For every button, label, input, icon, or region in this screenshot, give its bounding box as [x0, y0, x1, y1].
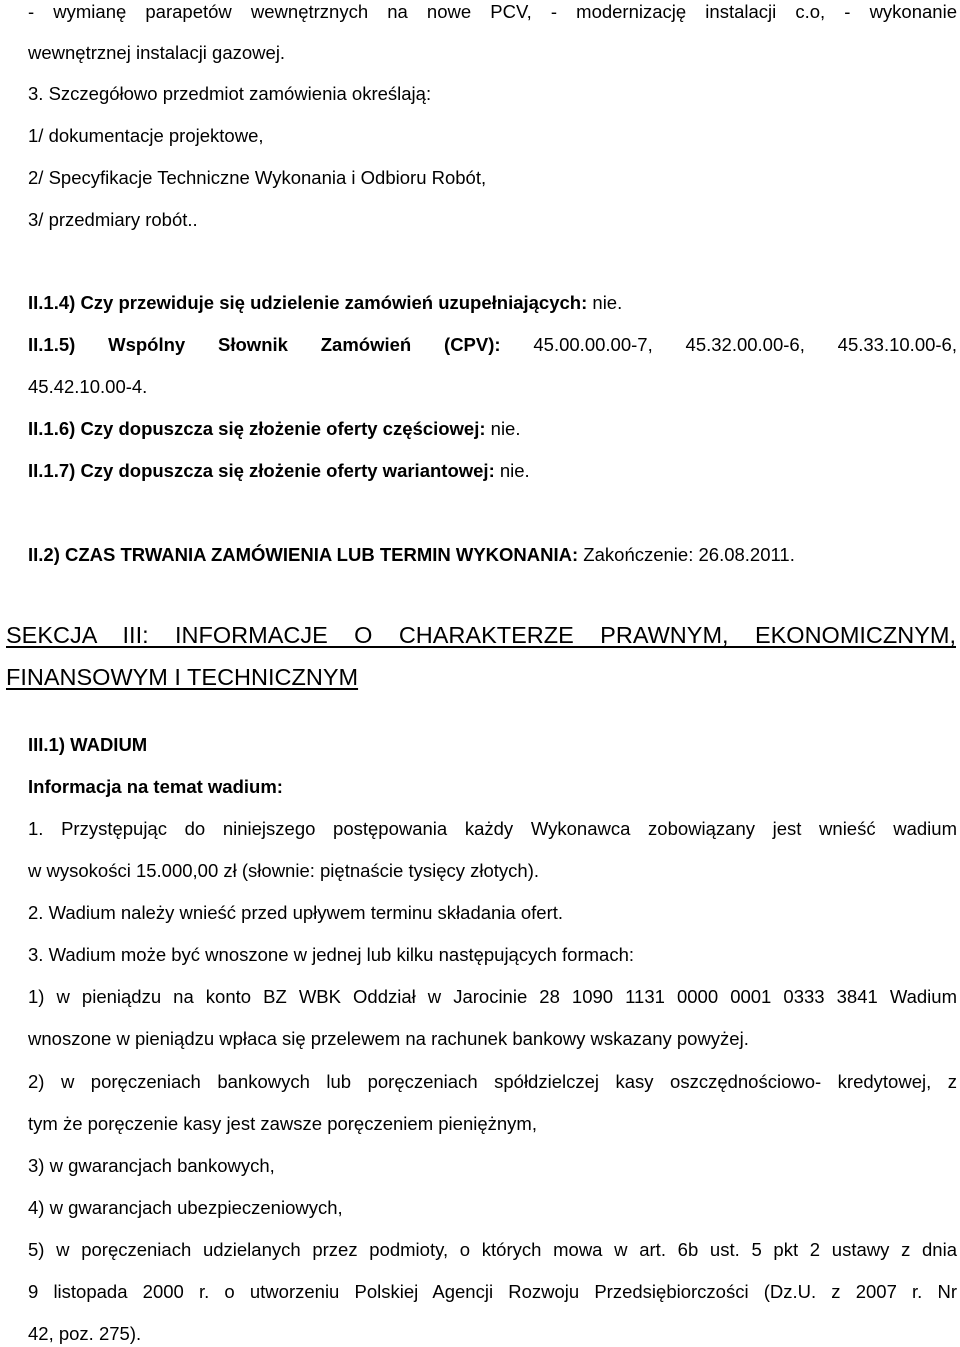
section-ii-1-4-value: nie. [587, 292, 623, 313]
section-ii-1-6 [28, 417, 956, 441]
section-ii-1-6-label: II.1.6) Czy dopuszcza się złożenie oferty częściowej: [28, 418, 486, 439]
intro-line-2: wewnętrznej instalacji gazowej. [28, 42, 286, 63]
wadium-form-3: 3) w gwarancjach bankowych, [28, 1155, 275, 1176]
section-ii-1-7-value: nie. [494, 460, 530, 481]
section-ii-1-7-label: II.1.7) Czy dopuszcza się złożenie oferty wariantowej: [28, 460, 495, 481]
wadium-form-5-line-2: 9 listopada 2000 r. o utworzeniu Polskiej Agencji Rozwoju Przedsiębiorczości (Dz.U. z 2007 r. Nr [28, 1281, 957, 1302]
section-ii-2-label: II.2) CZAS TRWANIA ZAMÓWIENIA LUB TERMIN WYKONANIA: [28, 544, 579, 565]
section-ii-1-5-cont: 45.42.10.00-4. [28, 376, 148, 397]
documents-item-3: 3/ przedmiary robót.. [28, 209, 198, 230]
wadium-form-4: 4) w gwarancjach ubezpieczeniowych, [28, 1197, 343, 1218]
wadium-paragraph-3: 3. Wadium może być wnoszone w jednej lub kilku następujących formach: [28, 944, 634, 965]
wadium-form-2-line-1: 2) w poręczeniach bankowych lub poręczeniach spółdzielczej kasy oszczędnościowo- kredytowej, z [28, 1071, 957, 1092]
section-ii-1-7 [28, 459, 956, 483]
wadium-paragraph-1-line-1: 1. Przystępując do niniejszego postępowania każdy Wykonawca zobowiązany jest wnieść wadium [28, 818, 957, 839]
wadium-info-heading: Informacja na temat wadium: [28, 776, 283, 797]
documents-item-1: 1/ dokumentacje projektowe, [28, 125, 264, 146]
section-ii-1-5 [28, 333, 957, 357]
section-iii-heading-line-1: SEKCJA III: INFORMACJE O CHARAKTERZE PRAWNYM, EKONOMICZNYM, [6, 622, 956, 648]
section-iii-heading-line-2: FINANSOWYM I TECHNICZNYM [6, 664, 359, 690]
documents-item-2: 2/ Specyfikacje Techniczne Wykonania i Odbioru Robót, [28, 167, 487, 188]
section-ii-1-5-value: 45.00.00.00-7, 45.32.00.00-6, 45.33.10.00-6, [500, 334, 957, 355]
section-ii-1-5-label: II.1.5) Wspólny Słownik Zamówień (CPV): [28, 334, 501, 355]
section-ii-1-6-value: nie. [485, 418, 521, 439]
section-ii-2-value: Zakończenie: 26.08.2011. [578, 544, 795, 565]
section-ii-2 [28, 543, 956, 567]
wadium-title: III.1) WADIUM [28, 734, 148, 755]
wadium-paragraph-1-line-2: w wysokości 15.000,00 zł (słownie: piętnaście tysięcy złotych). [28, 860, 540, 881]
wadium-form-5-line-3: 42, poz. 275). [28, 1323, 142, 1344]
wadium-paragraph-2: 2. Wadium należy wnieść przed upływem terminu składania ofert. [28, 902, 564, 923]
intro-line-1: - wymianę parapetów wewnętrznych na nowe PCV, - modernizację instalacji c.o, - wykonanie [28, 1, 957, 22]
intro-line-3: 3. Szczegółowo przedmiot zamówienia określają: [28, 83, 432, 104]
section-ii-1-4 [28, 291, 956, 315]
wadium-form-2-line-2: tym że poręczenie kasy jest zawsze poręczeniem pieniężnym, [28, 1113, 537, 1134]
section-ii-1-4-label: II.1.4) Czy przewiduje się udzielenie zamówień uzupełniających: [28, 292, 588, 313]
wadium-form-1-line-1: 1) w pieniądzu na konto BZ WBK Oddział w Jarocinie 28 1090 1131 0000 0001 0333 3841 Wadium [28, 986, 957, 1007]
wadium-form-1-line-2: wnoszone w pieniądzu wpłaca się przelewem na rachunek bankowy wskazany powyżej. [28, 1028, 749, 1049]
wadium-form-5-line-1: 5) w poręczeniach udzielanych przez podmioty, o których mowa w art. 6b ust. 5 pkt 2 ustawy z dnia [28, 1239, 957, 1260]
